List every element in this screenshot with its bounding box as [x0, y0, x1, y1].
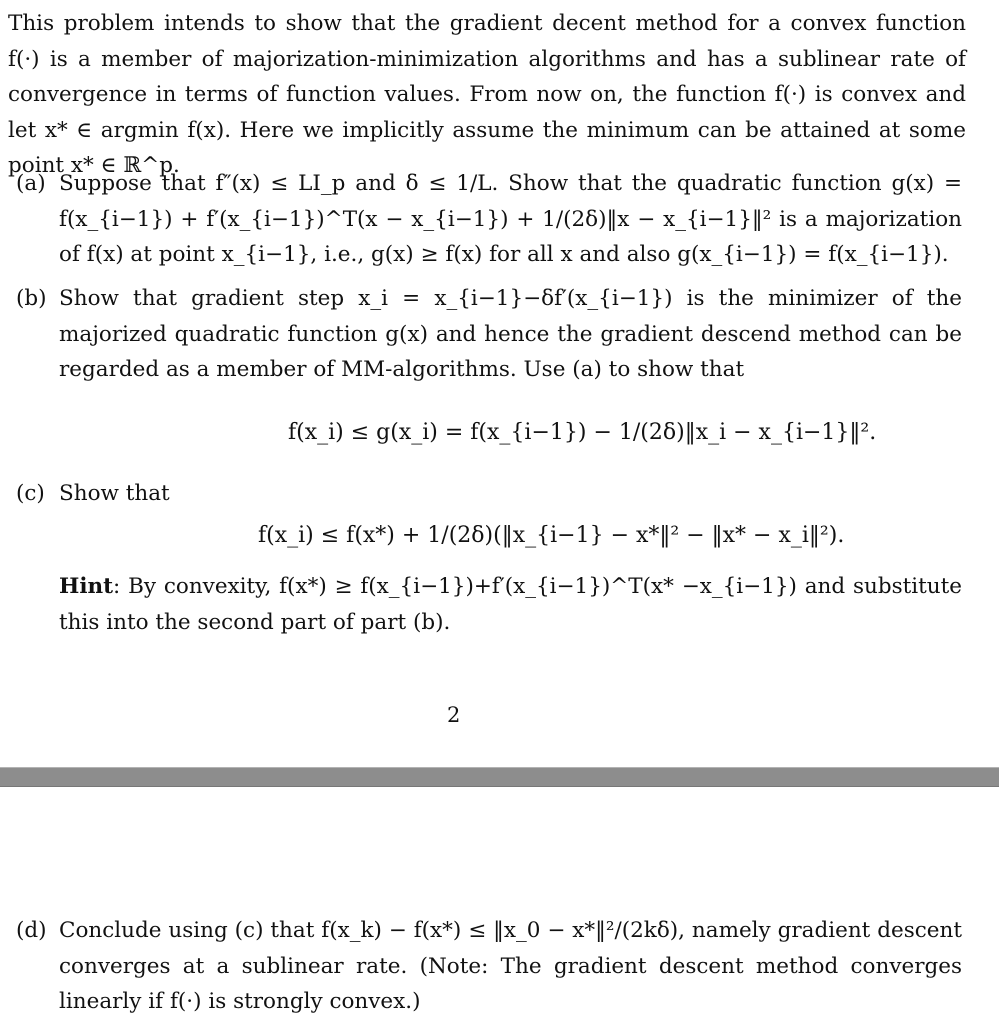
part-b: [16, 281, 962, 388]
intro-paragraph: This problem intends to show that the gradient decent method for a convex function f(·) is a member of majorization-minimization algorithms and has a sublinear rate of convergence in terms of function values. From now on, the function f(·) is convex and let x* ∈ argmin f(x). Here we implicitly assume the minimum can be attained at some point x* ∈ ℝ^p.: [8, 11, 966, 178]
part-a-text: Suppose that f″(x) ≤ LI_p and δ ≤ 1/L. Show that the quadratic function g(x) = f(x_{i−1}) + f′(x_{i−1})^T(x − x_{i−1}) + 1/(2δ)‖x − x_{i−1}‖² is a majorization of f(x) at point x_{i−1}, i.e., g(x) ≥ f(x) for all x and also g(x_{i−1}) = f(x_{i−1}).: [59, 171, 962, 267]
hint-label: Hint: [59, 574, 114, 599]
part-a: [16, 166, 962, 273]
part-c-label: (c): [16, 481, 45, 506]
part-c-hint: [16, 569, 962, 640]
part-d: [16, 913, 962, 1020]
page-bottom: [0, 787, 999, 1024]
hint-text: : By convexity, f(x*) ≥ f(x_{i−1})+f′(x_{i−1})^T(x* −x_{i−1}) and substitute this into the second part of part (b).: [59, 574, 962, 635]
part-c: [16, 476, 962, 512]
page-number: 2: [447, 703, 461, 727]
part-d-label: (d): [16, 918, 47, 943]
part-c-text: Show that: [59, 481, 170, 506]
part-b-label: (b): [16, 286, 47, 311]
page-separator: [0, 767, 999, 787]
part-b-equation: f(x_i) ≤ g(x_i) = f(x_{i−1}) − 1/(2δ)‖x_i − x_{i−1}‖².: [288, 420, 877, 445]
part-c-equation: f(x_i) ≤ f(x*) + 1/(2δ)(‖x_{i−1} − x*‖² − ‖x* − x_i‖²).: [258, 523, 845, 548]
part-d-text: Conclude using (c) that f(x_k) − f(x*) ≤ ‖x_0 − x*‖²/(2kδ), namely gradient descent converges at a sublinear rate. (Note: The gradient descent method converges linearly if f(·) is strongly convex.): [59, 918, 962, 1014]
part-b-text: Show that gradient step x_i = x_{i−1}−δf′(x_{i−1}) is the minimizer of the majorized quadratic function g(x) and hence the gradient descend method can be regarded as a member of MM-algorithms. Use (a) to show that: [59, 286, 962, 382]
part-a-label: (a): [16, 171, 46, 196]
